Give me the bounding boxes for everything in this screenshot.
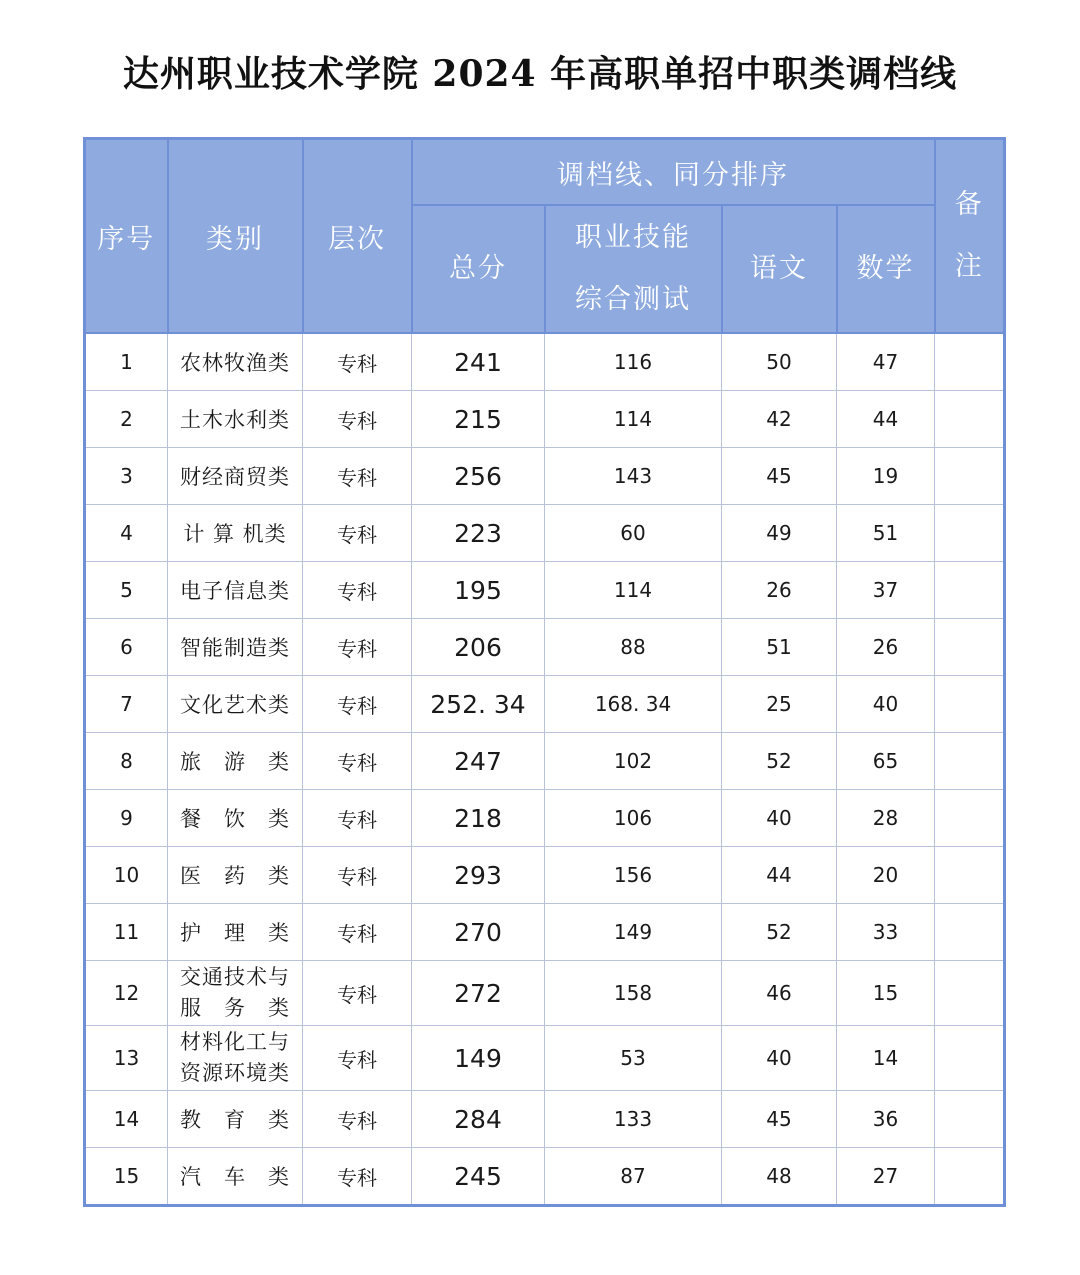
cell-category: 医 药 类 — [168, 847, 303, 904]
table-row — [85, 333, 1005, 391]
cell-index: 15 — [85, 1148, 168, 1206]
page-title: 达州职业技术学院 2024 年高职单招中职类调档线 — [122, 53, 958, 95]
cell-math: 28 — [837, 790, 935, 847]
cell-math: 14 — [837, 1026, 935, 1091]
cell-index: 8 — [85, 733, 168, 790]
cell-category: 智能制造类 — [168, 619, 303, 676]
cell-category-line1: 材料化工与 — [180, 1030, 290, 1054]
table-row — [85, 961, 1005, 1026]
header-remark-line2: 注 — [954, 251, 984, 282]
cell-chinese: 45 — [722, 1091, 837, 1148]
cell-skill: 158 — [545, 961, 722, 1026]
cell-math: 37 — [837, 562, 935, 619]
cell-math: 40 — [837, 676, 935, 733]
cell-index: 3 — [85, 448, 168, 505]
cell-remark — [935, 847, 1005, 904]
cell-chinese: 49 — [722, 505, 837, 562]
table-row — [85, 1091, 1005, 1148]
cell-chinese: 40 — [722, 1026, 837, 1091]
cell-level: 专科 — [303, 790, 412, 847]
cell-total: 223 — [412, 505, 545, 562]
cell-skill: 88 — [545, 619, 722, 676]
cell-math: 36 — [837, 1091, 935, 1148]
cell-skill: 87 — [545, 1148, 722, 1206]
cell-level: 专科 — [303, 676, 412, 733]
cell-index: 7 — [85, 676, 168, 733]
cell-index: 11 — [85, 904, 168, 961]
cell-remark — [935, 1026, 1005, 1091]
cell-chinese: 45 — [722, 448, 837, 505]
cell-chinese: 50 — [722, 333, 837, 391]
cell-skill: 114 — [545, 391, 722, 448]
cell-category: 护 理 类 — [168, 904, 303, 961]
cell-math: 15 — [837, 961, 935, 1026]
cell-math: 20 — [837, 847, 935, 904]
cell-index: 13 — [85, 1026, 168, 1091]
cell-index: 4 — [85, 505, 168, 562]
cell-category — [168, 961, 303, 1026]
cell-total: 247 — [412, 733, 545, 790]
cell-chinese: 48 — [722, 1148, 837, 1206]
table-row — [85, 391, 1005, 448]
cell-level: 专科 — [303, 1091, 412, 1148]
cell-remark — [935, 904, 1005, 961]
table-row — [85, 733, 1005, 790]
cell-skill: 168. 34 — [545, 676, 722, 733]
cell-category — [168, 1026, 303, 1091]
cell-level: 专科 — [303, 562, 412, 619]
table-row — [85, 448, 1005, 505]
cutoff-score-table — [83, 137, 1006, 1207]
cell-skill: 114 — [545, 562, 722, 619]
header-index: 序号 — [85, 139, 168, 334]
cell-chinese: 52 — [722, 733, 837, 790]
cell-category: 电子信息类 — [168, 562, 303, 619]
cell-category-line1: 交通技术与 — [180, 965, 290, 989]
header-skill — [545, 205, 722, 333]
header-skill-line2: 综合测试 — [575, 284, 691, 315]
table-row — [85, 562, 1005, 619]
cell-level: 专科 — [303, 904, 412, 961]
header-remark — [935, 139, 1005, 334]
cell-math: 26 — [837, 619, 935, 676]
cell-remark — [935, 790, 1005, 847]
cell-remark — [935, 1091, 1005, 1148]
cell-total: 245 — [412, 1148, 545, 1206]
cell-index: 10 — [85, 847, 168, 904]
header-total: 总分 — [412, 205, 545, 333]
cell-chinese: 51 — [722, 619, 837, 676]
table-row — [85, 676, 1005, 733]
cell-category: 教 育 类 — [168, 1091, 303, 1148]
cell-remark — [935, 333, 1005, 391]
cell-category-line2: 资源环境类 — [180, 1061, 290, 1085]
cell-level: 专科 — [303, 505, 412, 562]
table-row — [85, 790, 1005, 847]
table-row — [85, 505, 1005, 562]
cell-remark — [935, 1148, 1005, 1206]
cell-remark — [935, 619, 1005, 676]
cell-category: 文化艺术类 — [168, 676, 303, 733]
cell-total: 256 — [412, 448, 545, 505]
cell-math: 27 — [837, 1148, 935, 1206]
cell-index: 9 — [85, 790, 168, 847]
cell-category: 旅 游 类 — [168, 733, 303, 790]
cell-chinese: 46 — [722, 961, 837, 1026]
cell-total: 252. 34 — [412, 676, 545, 733]
cell-chinese: 42 — [722, 391, 837, 448]
cell-level: 专科 — [303, 1148, 412, 1206]
cell-category-line2: 服 务 类 — [180, 996, 290, 1020]
cell-remark — [935, 733, 1005, 790]
cell-total: 218 — [412, 790, 545, 847]
table-row — [85, 619, 1005, 676]
header-skill-line1: 职业技能 — [575, 222, 691, 253]
cell-index: 6 — [85, 619, 168, 676]
cell-level: 专科 — [303, 619, 412, 676]
header-math: 数学 — [837, 205, 935, 333]
cell-index: 12 — [85, 961, 168, 1026]
cell-skill: 53 — [545, 1026, 722, 1091]
header-level: 层次 — [303, 139, 412, 334]
cell-total: 215 — [412, 391, 545, 448]
cell-category: 汽 车 类 — [168, 1148, 303, 1206]
cell-index: 5 — [85, 562, 168, 619]
cell-skill: 143 — [545, 448, 722, 505]
cell-level: 专科 — [303, 1026, 412, 1091]
cell-category: 餐 饮 类 — [168, 790, 303, 847]
cell-level: 专科 — [303, 847, 412, 904]
header-remark-line1: 备 — [954, 189, 984, 220]
cell-category: 农林牧渔类 — [168, 333, 303, 391]
cell-level: 专科 — [303, 391, 412, 448]
cell-math: 33 — [837, 904, 935, 961]
cell-total: 293 — [412, 847, 545, 904]
cell-level: 专科 — [303, 733, 412, 790]
table-row — [85, 904, 1005, 961]
cell-chinese: 40 — [722, 790, 837, 847]
cell-skill: 149 — [545, 904, 722, 961]
cell-chinese: 25 — [722, 676, 837, 733]
cell-math: 19 — [837, 448, 935, 505]
cell-level: 专科 — [303, 448, 412, 505]
cell-skill: 116 — [545, 333, 722, 391]
cell-skill: 156 — [545, 847, 722, 904]
header-category: 类别 — [168, 139, 303, 334]
cell-chinese: 52 — [722, 904, 837, 961]
cell-total: 195 — [412, 562, 545, 619]
cell-total: 241 — [412, 333, 545, 391]
cell-total: 284 — [412, 1091, 545, 1148]
cell-remark — [935, 448, 1005, 505]
cell-total: 206 — [412, 619, 545, 676]
cell-chinese: 26 — [722, 562, 837, 619]
cell-index: 1 — [85, 333, 168, 391]
cell-remark — [935, 961, 1005, 1026]
cell-math: 47 — [837, 333, 935, 391]
cell-remark — [935, 676, 1005, 733]
cell-skill: 133 — [545, 1091, 722, 1148]
cell-total: 270 — [412, 904, 545, 961]
cell-index: 14 — [85, 1091, 168, 1148]
cell-remark — [935, 391, 1005, 448]
cell-total: 149 — [412, 1026, 545, 1091]
cell-level: 专科 — [303, 333, 412, 391]
cell-math: 44 — [837, 391, 935, 448]
cell-skill: 60 — [545, 505, 722, 562]
table-row — [85, 1148, 1005, 1206]
cell-category: 土木水利类 — [168, 391, 303, 448]
cell-skill: 102 — [545, 733, 722, 790]
cell-remark — [935, 505, 1005, 562]
table-row — [85, 1026, 1005, 1091]
cell-skill: 106 — [545, 790, 722, 847]
cell-level: 专科 — [303, 961, 412, 1026]
cell-total: 272 — [412, 961, 545, 1026]
header-chinese: 语文 — [722, 205, 837, 333]
cell-category: 计 算 机类 — [168, 505, 303, 562]
table-row — [85, 847, 1005, 904]
cell-chinese: 44 — [722, 847, 837, 904]
cell-math: 51 — [837, 505, 935, 562]
header-group: 调档线、同分排序 — [412, 139, 935, 206]
cell-remark — [935, 562, 1005, 619]
cell-index: 2 — [85, 391, 168, 448]
cell-category: 财经商贸类 — [168, 448, 303, 505]
cell-math: 65 — [837, 733, 935, 790]
